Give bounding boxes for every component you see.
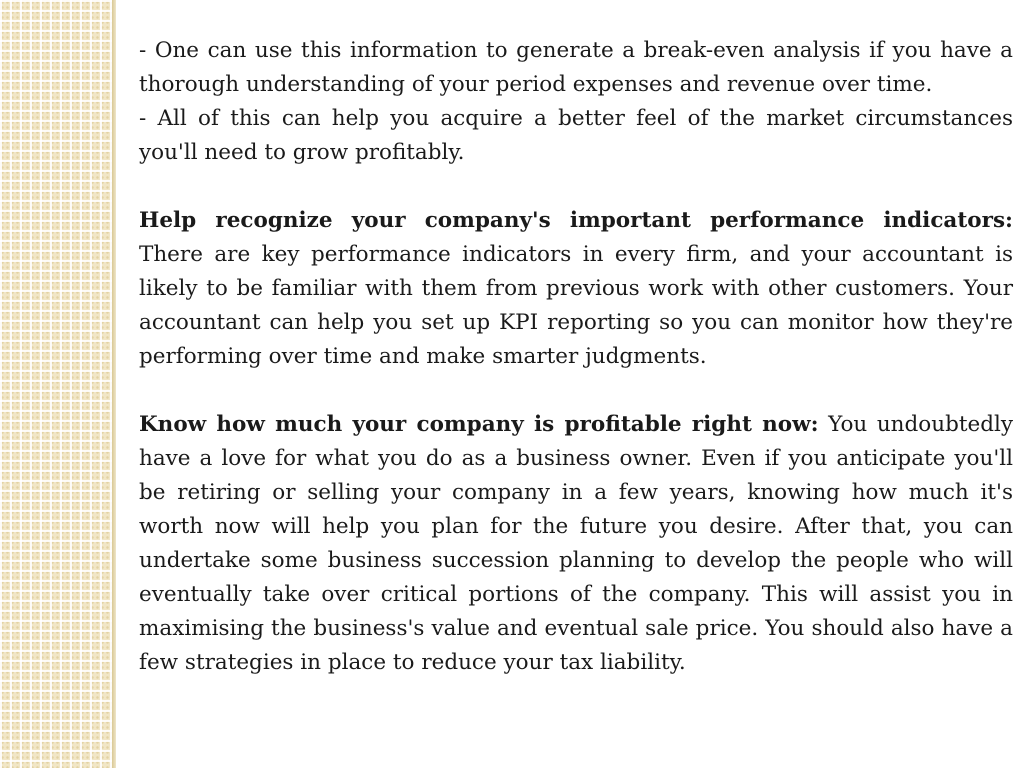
slide-content <box>139 34 1013 680</box>
kpi-body: There are key performance indicators in every firm, and your accountant is likely to be familiar with them from previous work with other customers. Your accountant can help you set up KPI reporting so you can monitor how they're performing over time and make smarter judgments. <box>139 242 1013 369</box>
paragraph-break-even: - One can use this information to generate a break-even analysis if you have a thorough understanding of your period expenses and revenue over time. <box>139 38 1013 97</box>
decorative-side-pattern <box>0 0 112 768</box>
paragraph-spacer <box>139 170 1013 204</box>
kpi-heading: Help recognize your company's important performance indicators: <box>139 208 1013 233</box>
paragraph-kpi <box>139 204 1013 374</box>
paragraph-spacer <box>139 374 1013 408</box>
profitability-heading: Know how much your company is profitable right now: <box>139 412 819 437</box>
paragraph-profitability <box>139 408 1013 680</box>
side-pattern-edge <box>112 0 116 768</box>
profitability-body: You undoubtedly have a love for what you do as a business owner. Even if you anticipate you'll be retiring or selling your company in a few years, knowing how much it's worth now will help you plan for the future you desire. After that, you can undertake some business succession planning to develop the people who will eventually take over critical portions of the company. This will assist you in maximising the business's value and eventual sale price. You should also have a few strategies in place to reduce your tax liability. <box>139 412 1013 675</box>
paragraph-market-circumstances: - All of this can help you acquire a better feel of the market circumstances you'll need to grow profitably. <box>139 106 1013 165</box>
